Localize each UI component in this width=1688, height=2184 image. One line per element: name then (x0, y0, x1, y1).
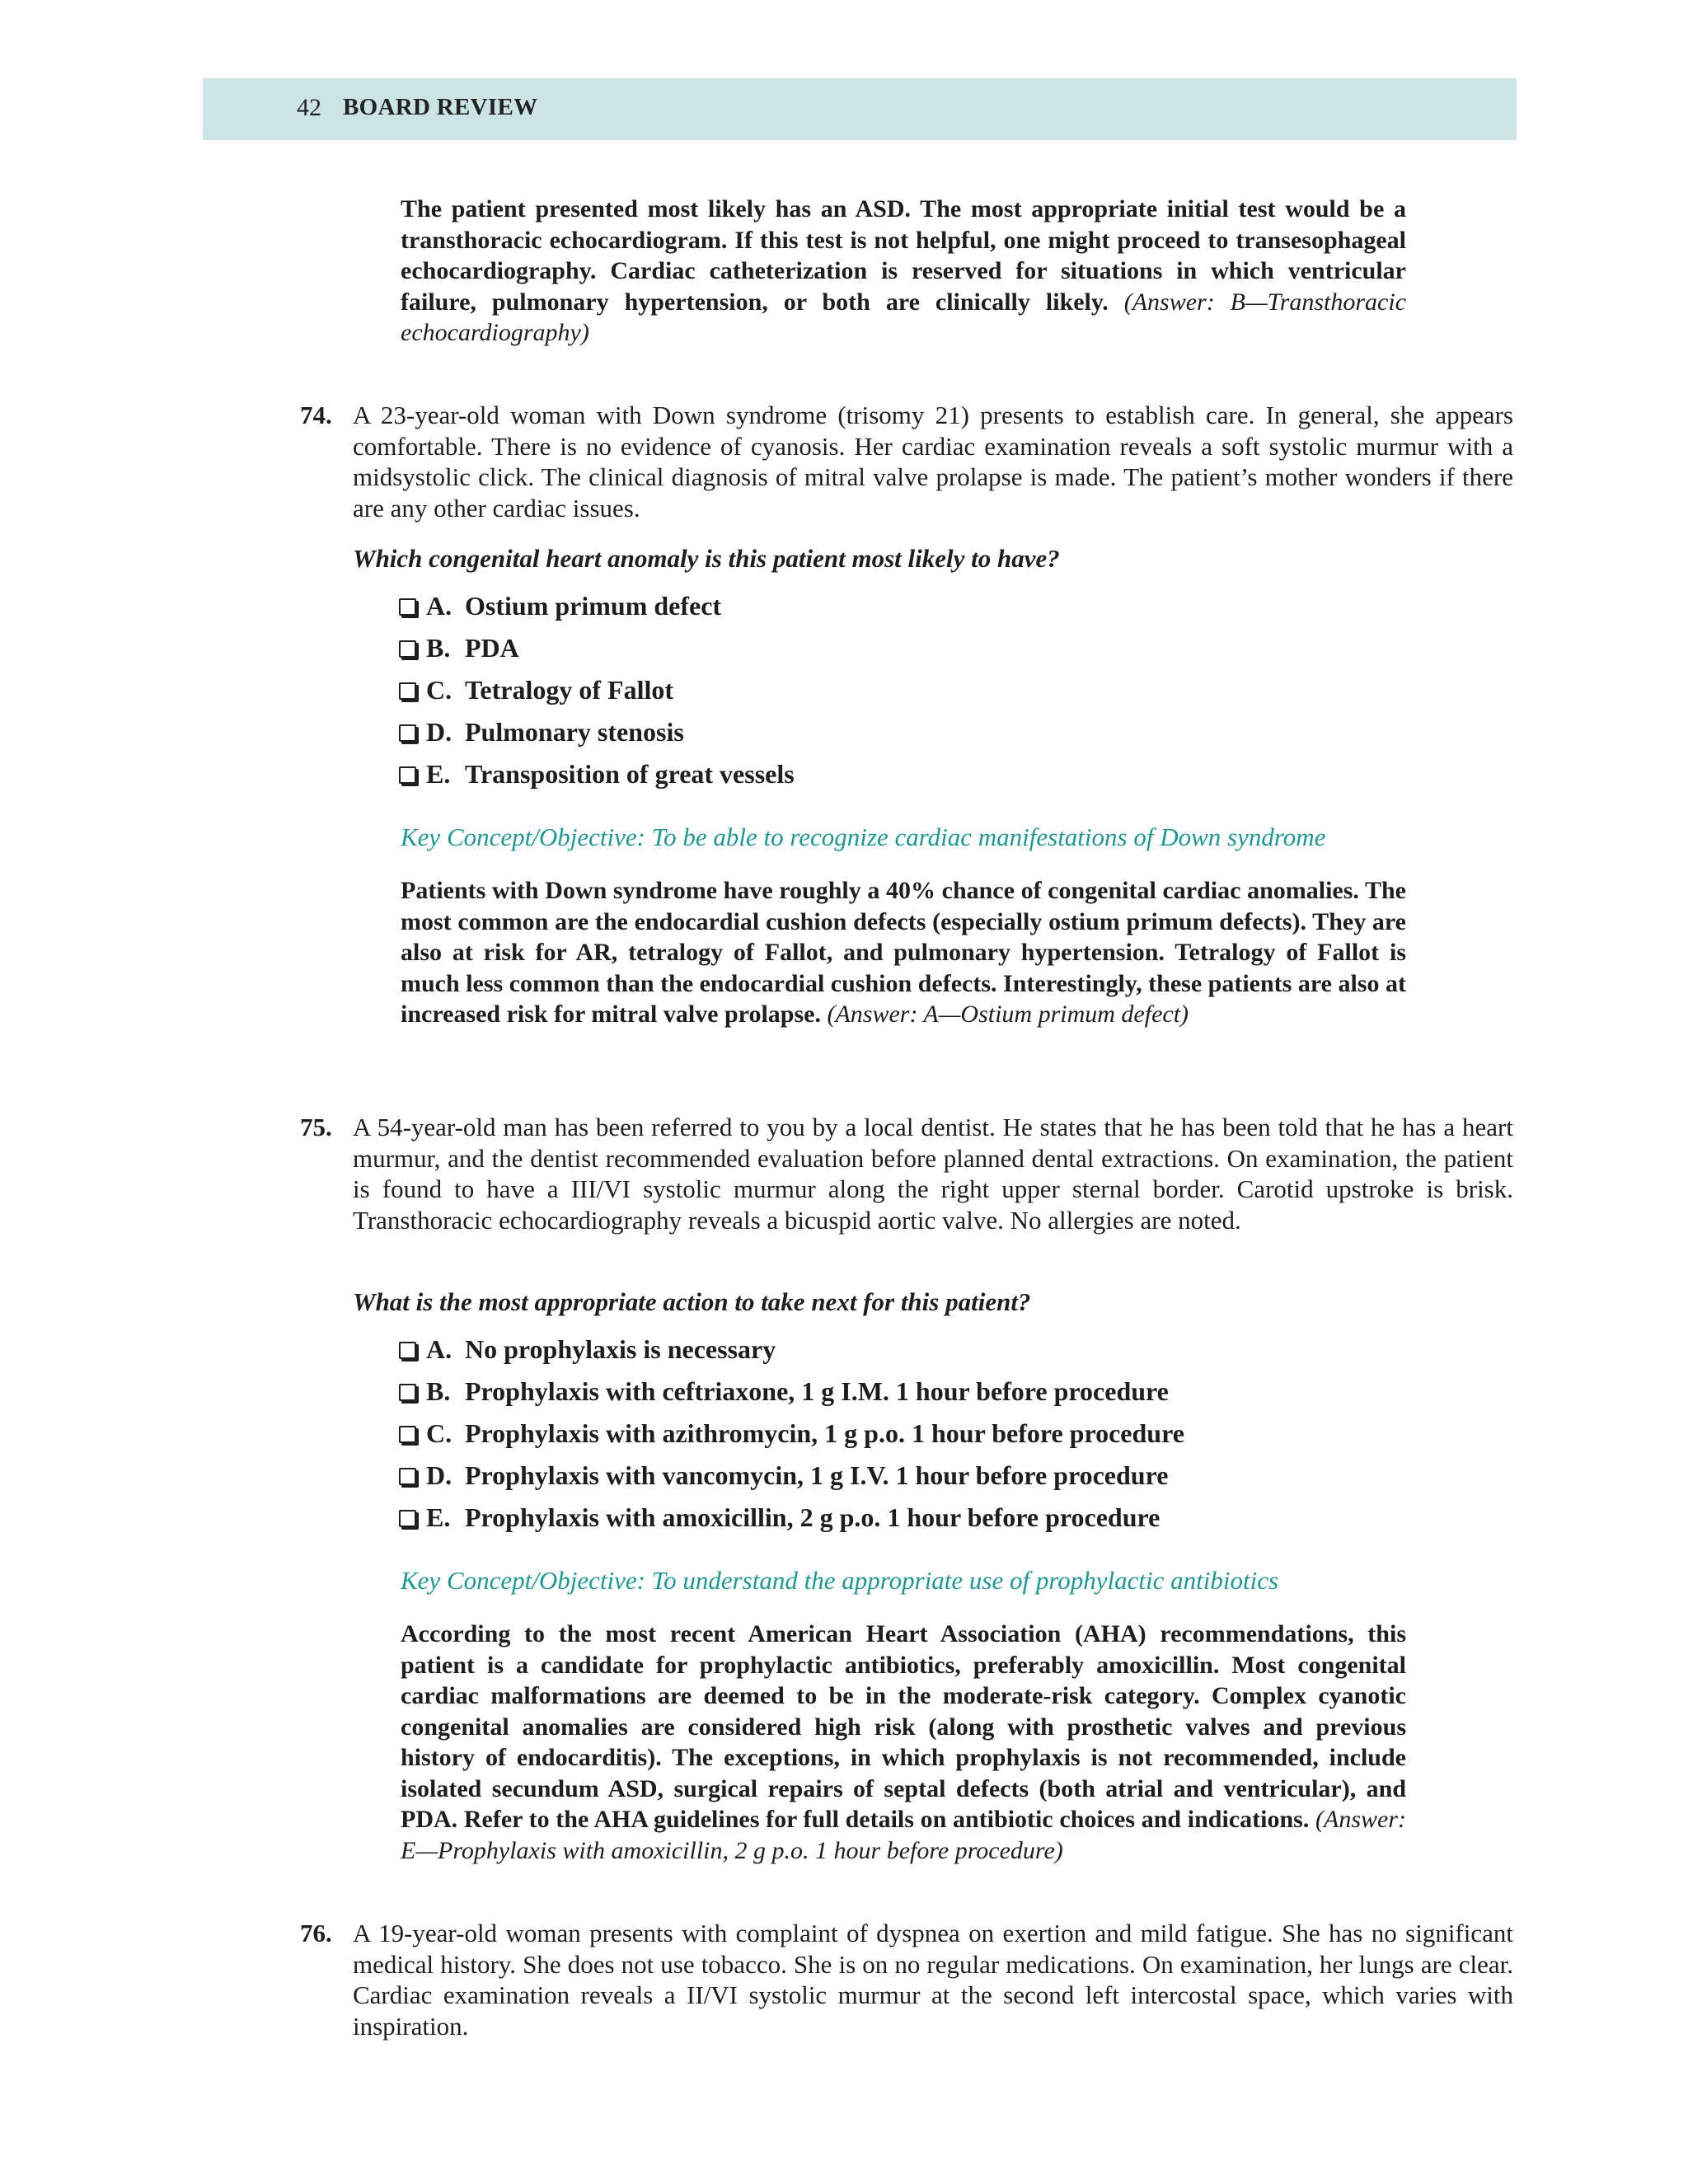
prev-answer-explanation (401, 194, 1406, 349)
checkbox-icon[interactable] (399, 724, 416, 742)
question-76-stem: A 19-year-old woman presents with complaint of dyspnea on exertion and mild fatigue. She has no significant medical history. She does not use tobacco. She is on no regular medications. On examination, her lungs are clear. Cardiac examination reveals a II/VI systolic murmur at the second left intercostal space, which varies with inspiration. (353, 1919, 1513, 2041)
option-letter: D. (426, 717, 452, 747)
question-74-explanation (401, 875, 1406, 1030)
question-75-option-d[interactable] (399, 1459, 1168, 1492)
question-75-option-b[interactable] (399, 1375, 1169, 1408)
question-74-stem: A 23-year-old woman with Down syndrome (trisomy 21) presents to establish care. In general, she appears comfortable. There is no evidence of cyanosis. Her cardiac examination reveals a soft systolic murmur with a midsystolic click. The clinical diagnosis of mitral valve prolapse is made. The patient’s mother wonders if there are any other cardiac issues. (353, 401, 1513, 523)
checkbox-icon[interactable] (399, 1468, 416, 1485)
question-75-explanation (401, 1619, 1406, 1866)
question-75-option-e[interactable] (399, 1501, 1160, 1534)
explanation-text: According to the most recent American Heart Association (AHA) recommendations, this patient is a candidate for prophylactic antibiotics, preferably amoxicillin. Most congenital cardiac malformations are deemed to be in the moderate-risk category. Complex cyanotic congenital anomalies are considered high risk (along with prosthetic valves and previous history of endocarditis). The exceptions, in which prophylaxis is not recommended, include isolated secundum ASD, surgical repairs of septal defects (both atrial and ventricular), and PDA. Refer to the AHA guidelines for full details on antibiotic choices and indications. (401, 1620, 1406, 1833)
option-letter: B. (426, 1376, 451, 1406)
question-74-option-a[interactable] (399, 589, 721, 622)
question-74-option-b[interactable] (399, 631, 519, 664)
question-76-number: 76. (300, 1919, 332, 1947)
option-letter: D. (426, 1460, 452, 1490)
question-75-prompt: What is the most appropriate action to take next for this patient? (353, 1287, 1031, 1316)
question-75-option-a[interactable] (399, 1333, 776, 1366)
checkbox-icon[interactable] (399, 640, 416, 658)
option-letter: A. (426, 591, 452, 621)
option-letter: A. (426, 1334, 452, 1364)
question-74-option-c[interactable] (399, 673, 673, 706)
question-75-option-c[interactable] (399, 1417, 1184, 1450)
option-letter: E. (426, 1502, 451, 1532)
option-text: Transposition of great vessels (465, 759, 795, 789)
checkbox-icon[interactable] (399, 1426, 416, 1443)
option-text: PDA (465, 633, 519, 663)
answer-tag: (Answer: A—Ostium primum defect) (827, 1001, 1189, 1028)
question-74-prompt: Which congenital heart anomaly is this patient most likely to have? (353, 544, 1060, 573)
option-text: Prophylaxis with ceftriaxone, 1 g I.M. 1 hour before procedure (465, 1376, 1169, 1406)
option-text: Prophylaxis with amoxicillin, 2 g p.o. 1 hour before procedure (465, 1502, 1160, 1532)
question-75-stem: A 54-year-old man has been referred to you by a local dentist. He states that he has been told that he has a heart murmur, and the dentist recommended evaluation before planned dental extractions. On examination, the patient is found to have a III/VI systolic murmur along the right upper sternal border. Carotid upstroke is brisk. Transthoracic echocardiography reveals a bicuspid aortic valve. No allergies are noted. (353, 1113, 1513, 1235)
prev-answer-tag: (Answer: B—Transthoracic echocardiography) (401, 288, 1407, 346)
question-74-key-concept: Key Concept/Objective: To be able to recognize cardiac manifestations of Down syndrome (401, 823, 1326, 851)
option-text: Pulmonary stenosis (465, 717, 684, 747)
answer-tag: (Answer: E—Prophylaxis with amoxicillin, 2 g p.o. 1 hour before procedure) (401, 1806, 1407, 1864)
running-header (203, 78, 1517, 140)
question-74-option-e[interactable] (399, 757, 795, 790)
checkbox-icon[interactable] (399, 1342, 416, 1359)
checkbox-icon[interactable] (399, 682, 416, 700)
question-74-number: 74. (300, 401, 332, 429)
explanation-text: Patients with Down syndrome have roughly a 40% chance of congenital cardiac anomalies. The most common are the endocardial cushion defects (especially ostium primum defects). They are also at risk for AR, tetralogy of Fallot, and pulmonary hypertension. Tetralogy of Fallot is much less common than the endocardial cushion defects. Interestingly, these patients are also at increased risk for mitral valve prolapse. (401, 877, 1406, 1028)
header-title: BOARD REVIEW (343, 94, 538, 120)
checkbox-icon[interactable] (399, 1510, 416, 1527)
option-text: Prophylaxis with azithromycin, 1 g p.o. 1 hour before procedure (465, 1418, 1184, 1448)
question-75-key-concept: Key Concept/Objective: To understand the appropriate use of prophylactic antibiotics (401, 1566, 1279, 1595)
page-number: 42 (297, 94, 321, 121)
option-letter: C. (426, 675, 452, 705)
option-text: Tetralogy of Fallot (465, 675, 673, 705)
option-letter: C. (426, 1418, 452, 1448)
option-text: Ostium primum defect (465, 591, 722, 621)
prev-answer-text: The patient presented most likely has an ASD. The most appropriate initial test would be a transthoracic echocardiogram. If this test is not helpful, one might proceed to transesophageal echocardiography. Cardiac catheterization is reserved for situations in which ventricular failure, pulmonary hypertension, or both are clinically likely. (401, 195, 1406, 316)
option-letter: E. (426, 759, 451, 789)
question-75-number: 75. (300, 1113, 332, 1141)
checkbox-icon[interactable] (399, 1384, 416, 1401)
option-letter: B. (426, 633, 451, 663)
question-74-option-d[interactable] (399, 715, 684, 748)
option-text: No prophylaxis is necessary (465, 1334, 776, 1364)
option-text: Prophylaxis with vancomycin, 1 g I.V. 1 hour before procedure (465, 1460, 1169, 1490)
checkbox-icon[interactable] (399, 766, 416, 784)
checkbox-icon[interactable] (399, 598, 416, 616)
